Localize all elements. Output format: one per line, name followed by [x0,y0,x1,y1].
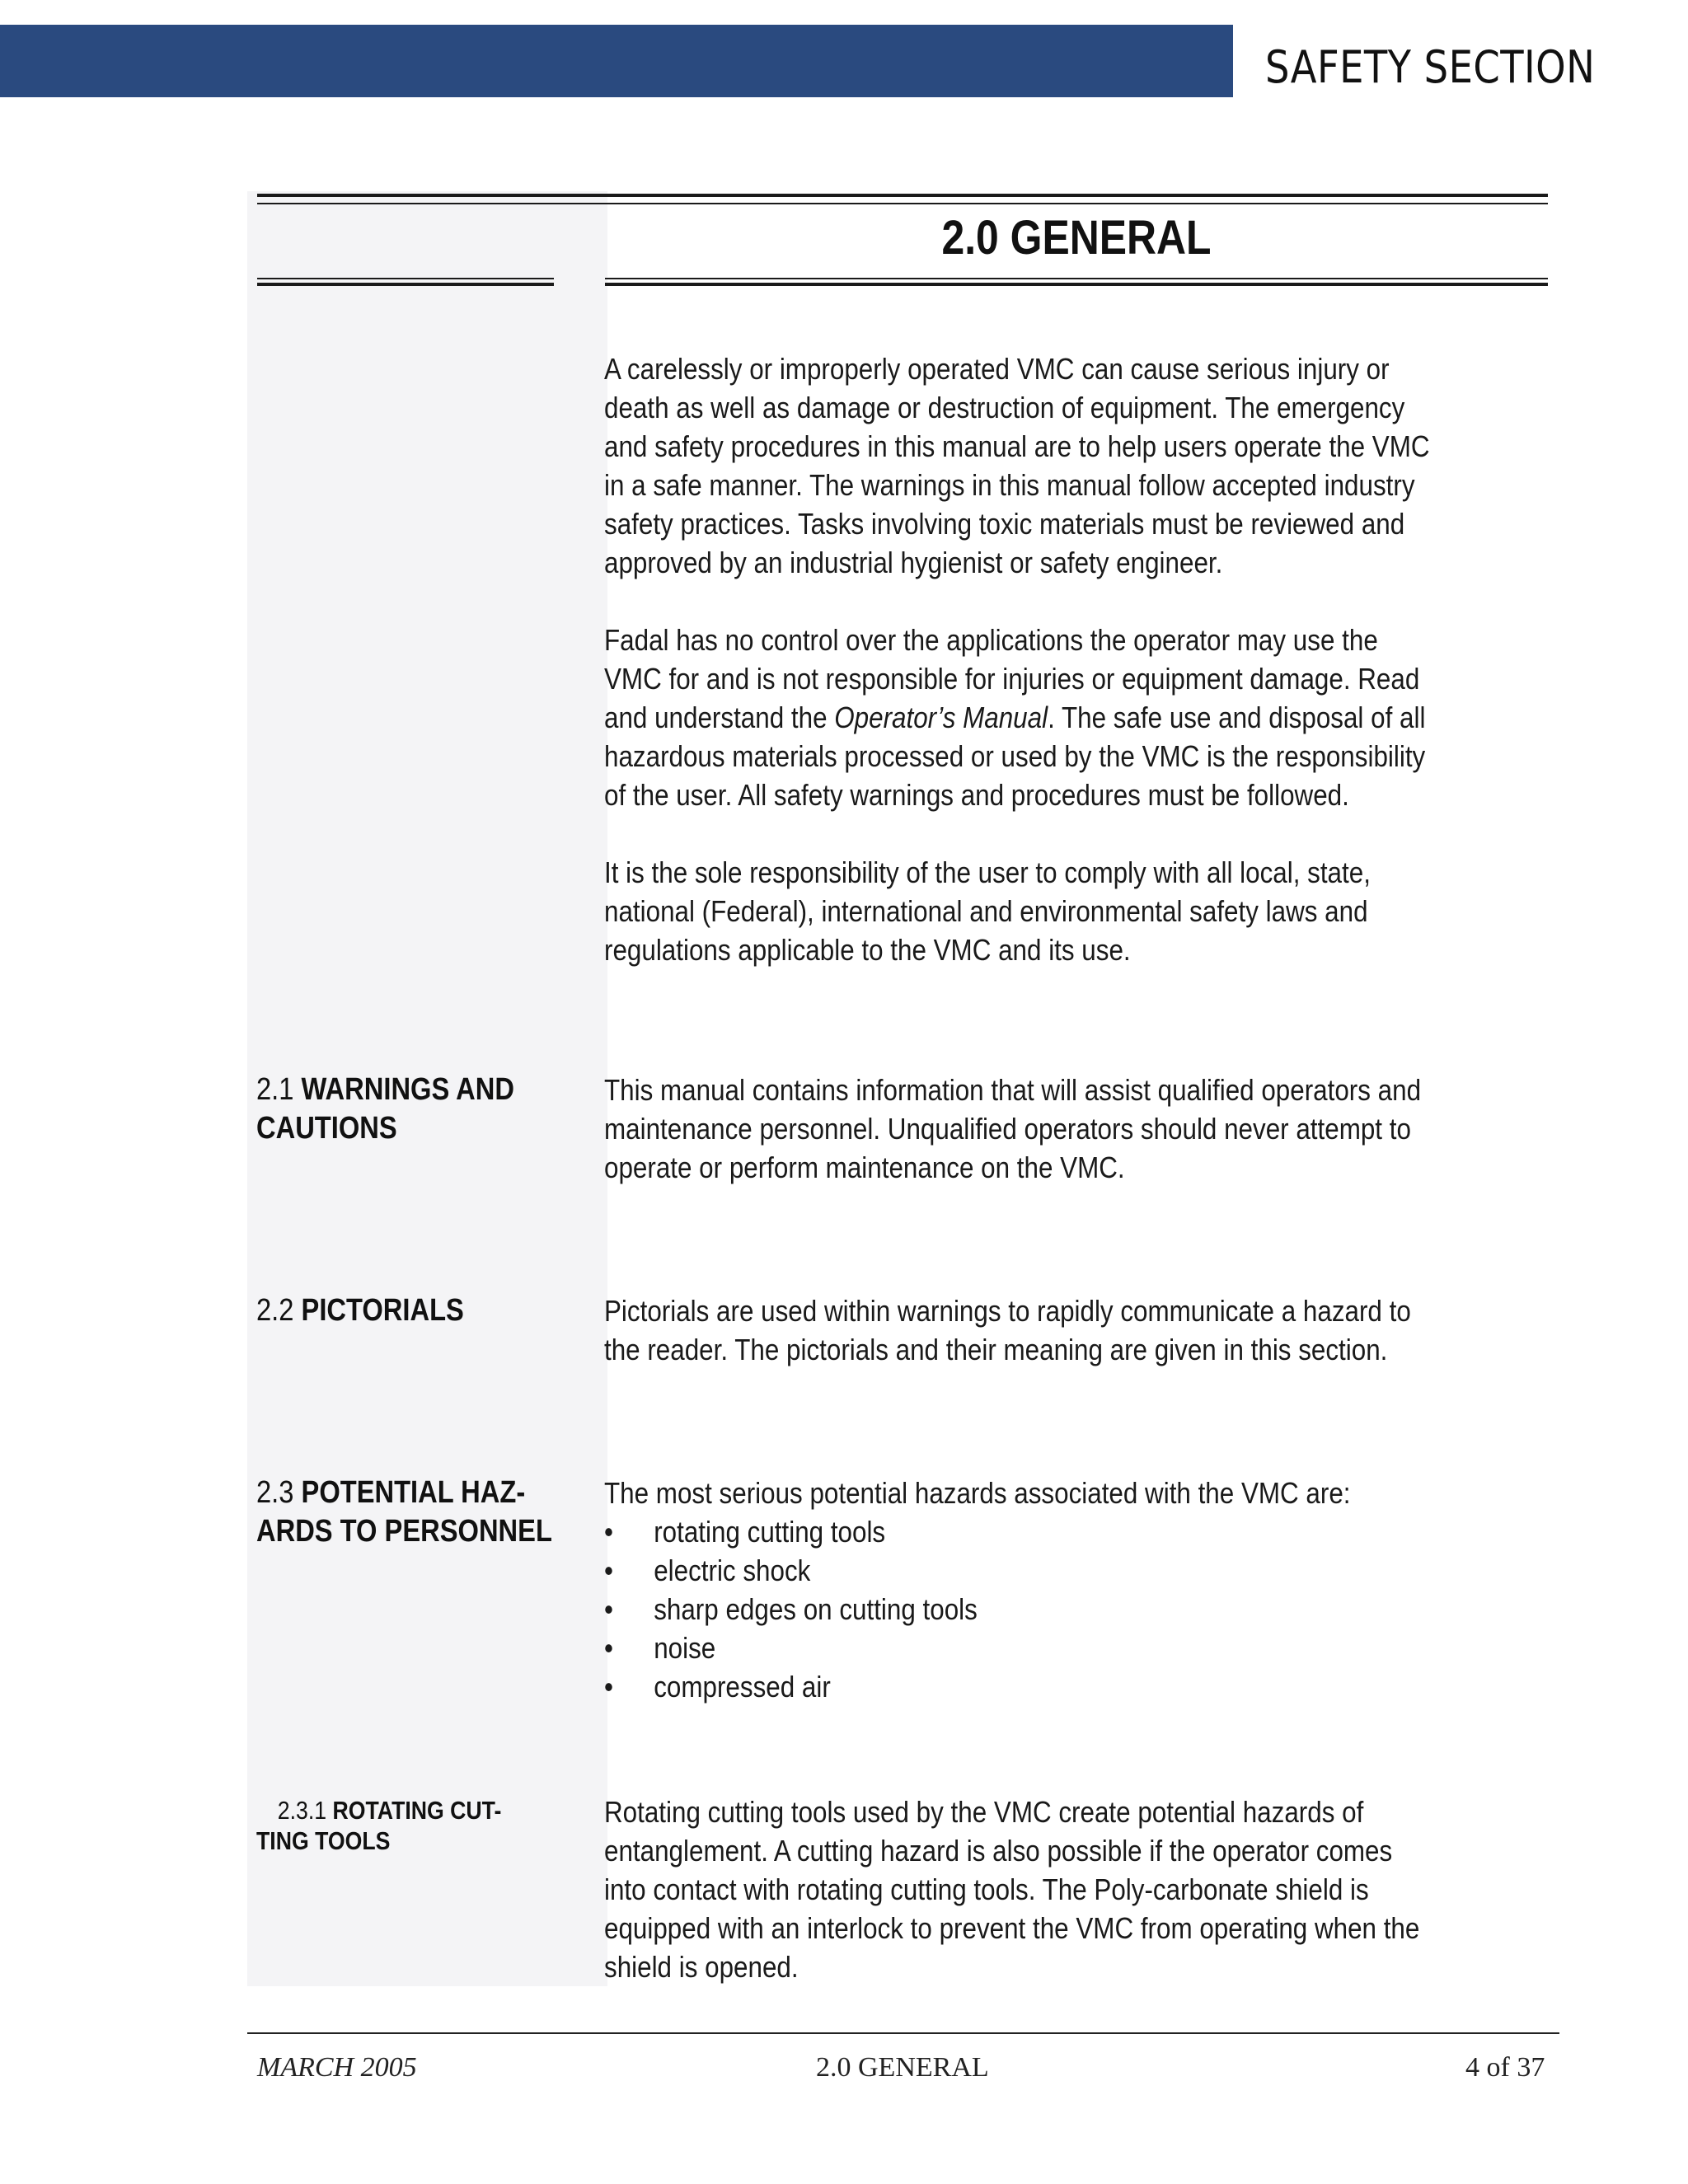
title-rule-thick [605,283,1548,286]
sidebar-rule-thin [257,278,554,279]
intro-text [604,349,1441,969]
section-heading-2-2: 2.2 PICTORIALS [256,1293,464,1328]
footer-rule [247,2032,1559,2034]
bullet-icon: • [604,1670,613,1704]
intro-paragraph-1: A carelessly or improperly operated VMC can cause serious injury or death as well as damage or destruction of equipment. The emergency and safety procedures in this manual are to help users operate the VMC in a safe manner. The warnings in this manual follow accepted industry safety practices. Tasks involving toxic materials must be reviewed and approved by an industrial hygienist or safety engineer. [604,352,1430,579]
title-rule-thin [605,278,1548,279]
intro-paragraph-2: Fadal has no control over the applications the operator may use the VMC for and is not responsible for injuries or equipment damage. Read and understand the Operator’s Manual. The safe use and disposal of all hazardous materials processed or used by the VMC is the responsibility of the user. All safety warnings and procedures must be followed. [604,623,1426,812]
footer-section: 2.0 GENERAL [816,2052,989,2083]
hazards-list [604,1512,1441,1706]
hazards-intro: The most serious potential hazards associated with the VMC are: [604,1476,1351,1510]
section-label: SAFETY SECTION [1265,41,1596,93]
bullet-icon: • [604,1631,613,1665]
top-rule-thin [257,203,1548,204]
intro-paragraph-3: It is the sole responsibility of the user to comply with all local, state, national (Federal), international and environmental safety laws and regulations applicable to the VMC and its use. [604,855,1371,967]
section-text-2-3 [604,1474,1441,1706]
section-text-2-1: This manual contains information that will assist qualified operators and maintenance personnel. Unqualified operators should never attempt to operate or perform maintenance on the VMC. [604,1073,1422,1184]
sidebar-rule-thick [257,283,554,286]
bullet-icon: • [604,1515,613,1549]
list-item: • electric shock [604,1551,1441,1590]
manual-title: Operator’s Manual [834,701,1048,734]
page-title: 2.0 GENERAL [941,211,1212,265]
section-heading-2-3: 2.3 POTENTIAL HAZ- ARDS TO PERSONNEL [256,1475,552,1549]
list-item: • noise [604,1629,1441,1667]
footer-page-number: 4 of 37 [1465,2052,1545,2083]
section-heading-2-3-1: 2.3.1 ROTATING CUT- TING TOOLS [256,1796,502,1855]
section-text-2-3-1: Rotating cutting tools used by the VMC create potential hazards of entanglement. A cutting hazard is also possible if the operator comes into contact with rotating cutting tools. The Poly-carbonate shield is equipped with an interlock to prevent the VMC from operating when the shield is opened. [604,1795,1420,1984]
list-item: • rotating cutting tools [604,1512,1441,1551]
footer-date: MARCH 2005 [257,2052,417,2083]
list-item: • sharp edges on cutting tools [604,1590,1441,1629]
list-item: • compressed air [604,1667,1441,1706]
top-rule-thick [257,194,1548,197]
section-text-2-2: Pictorials are used within warnings to rapidly communicate a hazard to the reader. The pictorials and their meaning are given in this section. [604,1294,1411,1366]
bullet-icon: • [604,1592,613,1626]
section-heading-2-1: 2.1 WARNINGS AND CAUTIONS [256,1072,514,1146]
bullet-icon: • [604,1554,613,1587]
header-bar [0,25,1233,97]
